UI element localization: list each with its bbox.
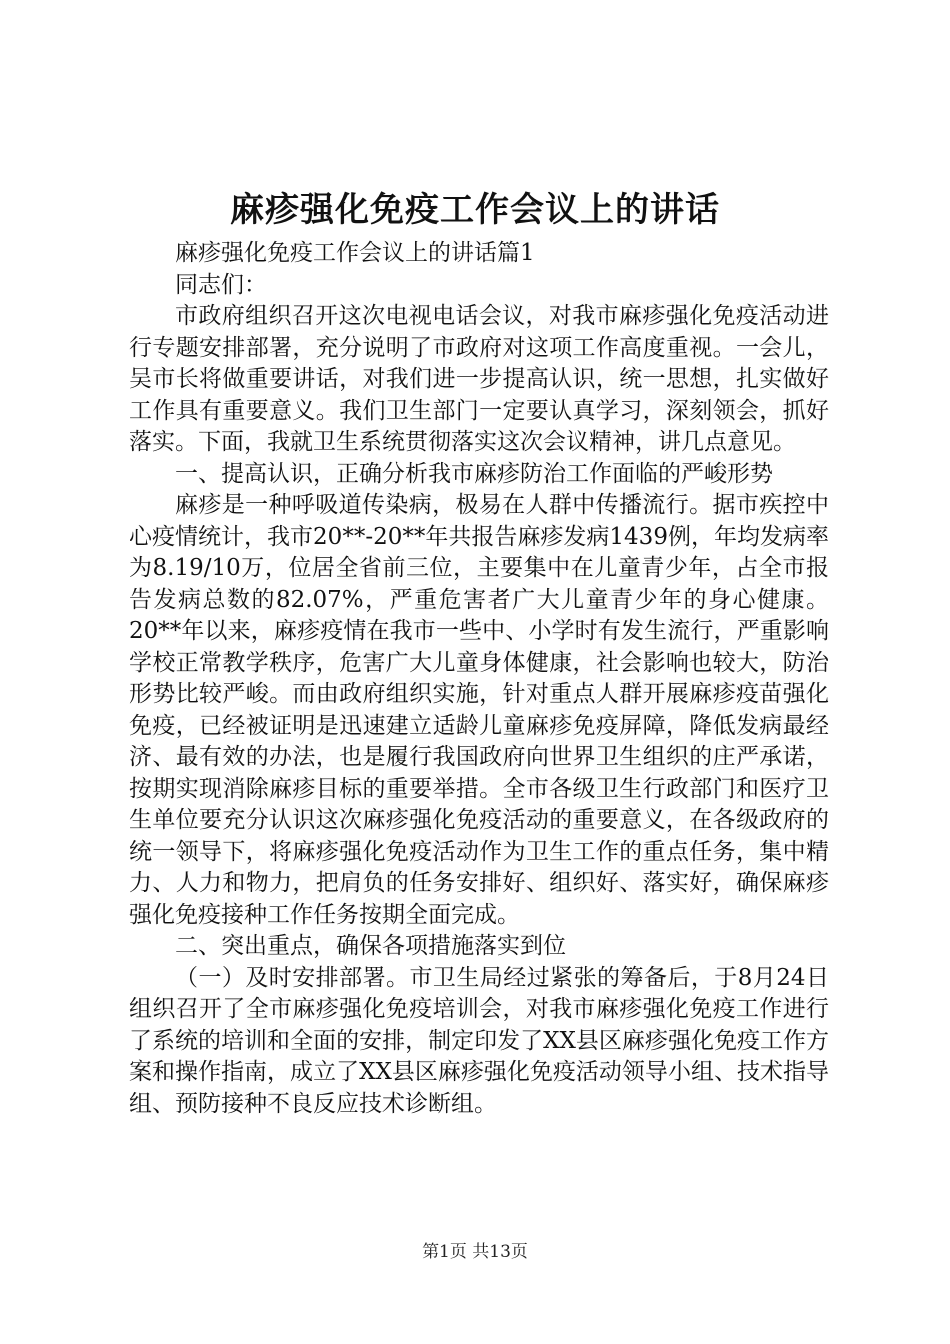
section-heading-speech: 麻疹强化免疫工作会议上的讲话篇1 xyxy=(175,240,535,266)
paragraph-situation: 麻疹是一种呼吸道传染病，极易在人群中传播流行。据市疾控中心疫情统计，我市20**-20**年共报告麻疹发病1439例，年均发病率为8.19/10万，位居全省前三位，主要集中在儿童青少年，占全市报告发病总数的82.07%，严重危害者广大儿童青少年的身心健康。20**年以来，麻疹疫情在我市一些中、小学时有发生流行，严重影响学校正常教学秩序，危害广大儿童身体健康，社会影响也较大，防治形势比较严峻。而由政府组织实施，针对重点人群开展麻疹疫苗强化免疫，已经被证明是迅速建立适龄儿童麻疹免疫屏障，降低发病最经济、最有效的办法，也是履行我国政府向世界卫生组织的庄严承诺，按期实现消除麻疹目标的重要举措。全市各级卫生行政部门和医疗卫生单位要充分认识这次麻疹强化免疫活动的重要意义，在各级政府的统一领导下，将麻疹强化免疫活动作为卫生工作的重点任务，集中精力、人力和物力，把肩负的任务安排好、组织好、落实好，确保麻疹强化免疫接种工作任务按期全面完成。 xyxy=(129,492,829,928)
document-title: 麻疹强化免疫工作会议上的讲话 xyxy=(230,190,720,230)
salutation: 同志们： xyxy=(175,271,267,298)
document-body xyxy=(129,238,829,1120)
paragraph-deployment: （一）及时安排部署。市卫生局经过紧张的筹备后，于8月24日组织召开了全市麻疹强化免疫培训会，对我市麻疹强化免疫工作进行了系统的培训和全面的安排，制定印发了XX县区麻疹强化免疫工作方案和操作指南，成立了XX县区麻疹强化免疫活动领导小组、技术指导组、预防接种不良反应技术诊断组。 xyxy=(129,964,829,1117)
heading-part-two: 二、突出重点，确保各项措施落实到位 xyxy=(175,933,566,959)
page-number: 第1页 共13页 xyxy=(422,1242,528,1262)
paragraph-intro: 市政府组织召开这次电视电话会议，对我市麻疹强化免疫活动进行专题安排部署，充分说明了市政府对这项工作高度重视。一会儿，吴市长将做重要讲话，对我们进一步提高认识，统一思想，扎实做好工作具有重要意义。我们卫生部门一定要认真学习，深刻领会，抓好落实。下面，我就卫生系统贯彻落实这次会议精神，讲几点意见。 xyxy=(129,303,829,455)
heading-part-one: 一、提高认识，正确分析我市麻疹防治工作面临的严峻形势 xyxy=(175,460,773,487)
